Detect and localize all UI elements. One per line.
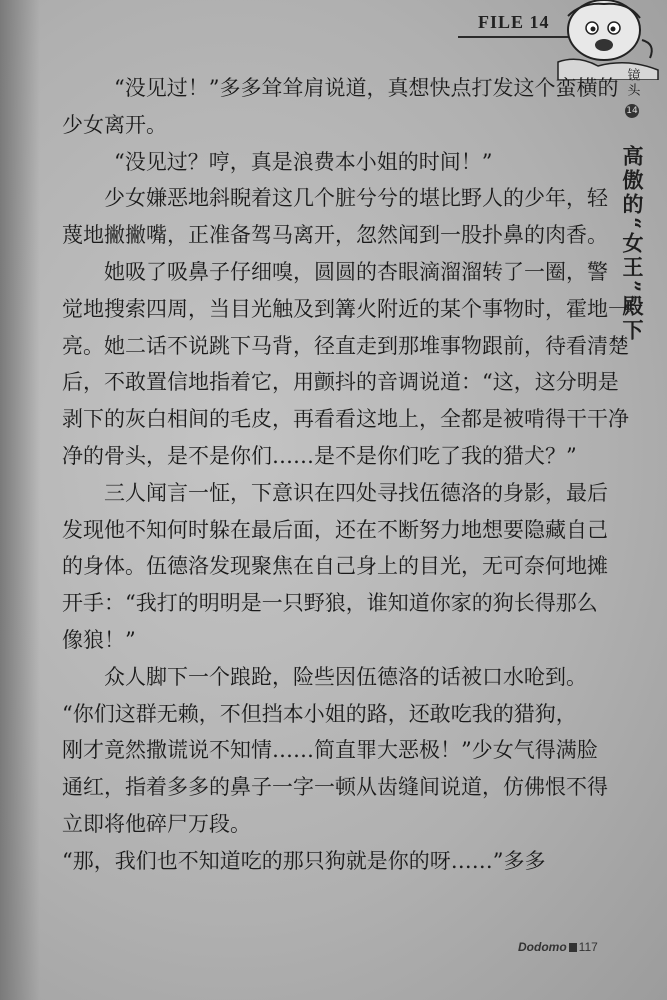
text-line: “没见过？哼，真是浪费本小姐的时间！” bbox=[114, 149, 493, 174]
chapter-title: 高傲的“女王”殿下 bbox=[620, 144, 645, 344]
footer-brand-mark bbox=[569, 943, 577, 952]
text-line: 亮。她二话不说跳下马背，径直走到那堆事物跟前，待看清楚 bbox=[62, 333, 629, 358]
text-line: 剥下的灰白相间的毛皮，再看看这地上，全都是被啃得干干净 bbox=[62, 407, 629, 432]
chapter-number-badge: 14 bbox=[626, 106, 638, 116]
side-small-label: 镜头 bbox=[624, 68, 640, 98]
text-line: 像狼！” bbox=[62, 627, 136, 652]
body-text bbox=[62, 70, 629, 880]
chapter-file-label: FILE 14 bbox=[478, 12, 550, 32]
text-line: 少女嫌恶地斜睨着这几个脏兮兮的堪比野人的少年，轻 bbox=[104, 186, 608, 211]
text-line: 的身体。伍德洛发现聚焦在自己身上的目光，无可奈何地摊 bbox=[62, 554, 608, 579]
text-line: 开手：“我打的明明是一只野狼，谁知道你家的狗长得那么 bbox=[62, 591, 598, 616]
text-line: 发现他不知何时躲在最后面，还在不断努力地想要隐藏自己 bbox=[62, 517, 608, 542]
text-line: 她吸了吸鼻子仔细嗅，圆圆的杏眼滴溜溜转了一圈，警 bbox=[104, 259, 608, 284]
text-line: “没见过！”多多耸耸肩说道，真想快点打发这个蛮横的 bbox=[114, 76, 619, 100]
text-line: 众人脚下一个踉跄，险些因伍德洛的话被口水呛到。 bbox=[104, 664, 587, 689]
text-line: 觉地搜索四周，当目光触及到篝火附近的某个事物时，霍地一 bbox=[62, 296, 629, 321]
page-gutter-shadow bbox=[0, 0, 40, 1000]
text-line: 净的骨头，是不是你们……是不是你们吃了我的猎犬？” bbox=[62, 443, 577, 468]
text-line: 后，不敢置信地指着它，用颤抖的音调说道：“这，这分明是 bbox=[62, 370, 619, 395]
text-line: 立即将他碎尸万段。 bbox=[62, 811, 251, 836]
text-line: 蔑地撇撇嘴，正准备驾马离开，忽然闻到一股扑鼻的肉香。 bbox=[62, 223, 608, 248]
text-line: “那，我们也不知道吃的那只狗就是你的呀……”多多 bbox=[62, 848, 546, 873]
page-number: 117 bbox=[578, 940, 598, 954]
page-footer bbox=[518, 940, 598, 954]
text-line: 三人闻言一怔，下意识在四处寻找伍德洛的身影，最后 bbox=[104, 480, 608, 505]
text-line: 通红，指着多多的鼻子一字一顿从齿缝间说道，仿佛恨不得 bbox=[62, 775, 608, 800]
text-line: 少女离开。 bbox=[62, 112, 167, 137]
text-line: 刚才竟然撒谎说不知情……简直罪大恶极！”少女气得满脸 bbox=[62, 738, 598, 763]
footer-brand: Dodomo bbox=[518, 940, 567, 954]
text-line: “你们这群无赖，不但挡本小姐的路，还敢吃我的猎狗， bbox=[62, 701, 577, 726]
